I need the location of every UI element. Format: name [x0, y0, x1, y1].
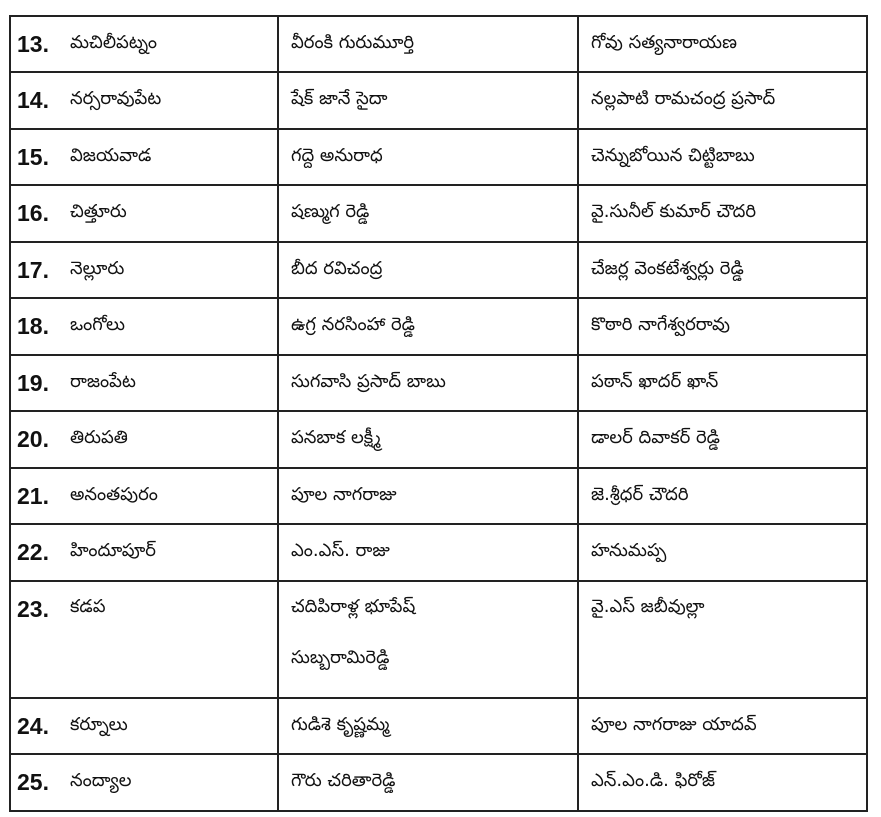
candidate-name-2: డాలర్ దివాకర్ రెడ్డి: [578, 411, 867, 467]
candidate-name-line-1: చదిపిరాళ్ల భూపేష్: [291, 595, 416, 617]
candidate-name-line-2: సుబ్బరామిరెడ్డి: [291, 646, 390, 668]
constituency-name: కర్నూలు: [66, 698, 278, 754]
candidate-name-1: ఉగ్ర నరసింహా రెడ్డి: [278, 298, 578, 354]
constituency-name: నంద్యాల: [66, 754, 278, 811]
candidate-name-1: గుడిశె కృష్ణమ్మ: [278, 698, 578, 754]
table-row: [10, 468, 867, 524]
constituency-candidates-table: [9, 15, 868, 812]
constituency-name: చిత్తూరు: [66, 185, 278, 241]
constituency-name: కడప: [66, 581, 278, 698]
table-row: [10, 16, 867, 72]
serial-number: 18.: [10, 298, 66, 354]
table-row: [10, 298, 867, 354]
table-row: [10, 411, 867, 467]
table-row: [10, 185, 867, 241]
serial-number: 14.: [10, 72, 66, 128]
constituency-name: నెల్లూరు: [66, 242, 278, 298]
candidate-name-2: జె.శ్రీధర్ చౌదరి: [578, 468, 867, 524]
constituency-name: విజయవాడ: [66, 129, 278, 185]
candidate-name-1: గౌరు చరితారెడ్డి: [278, 754, 578, 811]
table-row: [10, 698, 867, 754]
serial-number: 13.: [10, 16, 66, 72]
constituency-name: తిరుపతి: [66, 411, 278, 467]
serial-number: 23.: [10, 581, 66, 698]
candidate-name-1: షేక్ జానే సైదా: [278, 72, 578, 128]
candidate-name-1: పనబాక లక్ష్మీ: [278, 411, 578, 467]
serial-number: 19.: [10, 355, 66, 411]
candidate-name-2: చెన్నుబోయిన చిట్టిబాబు: [578, 129, 867, 185]
serial-number: 24.: [10, 698, 66, 754]
candidate-name-1: పూల నాగరాజు: [278, 468, 578, 524]
table-row: [10, 355, 867, 411]
candidate-name-1: గద్దె అనురాధ: [278, 129, 578, 185]
candidate-name-2: పూల నాగరాజు యాదవ్: [578, 698, 867, 754]
table-row: [10, 754, 867, 811]
candidate-name-2: గోవు సత్యనారాయణ: [578, 16, 867, 72]
constituency-name: రాజంపేట: [66, 355, 278, 411]
candidate-name-2: వై.సునీల్ కుమార్ చౌదరి: [578, 185, 867, 241]
constituency-name: హిందూపూర్: [66, 524, 278, 580]
table-row: [10, 242, 867, 298]
serial-number: 20.: [10, 411, 66, 467]
table-row: [10, 129, 867, 185]
candidate-name-2: పఠాన్ ఖాదర్ ఖాన్: [578, 355, 867, 411]
table-row: [10, 581, 867, 698]
candidate-name-1: [278, 581, 578, 698]
candidate-name-2: ఎన్.ఎం.డి. ఫిరోజ్: [578, 754, 867, 811]
constituency-name: మచిలీపట్నం: [66, 16, 278, 72]
candidate-name-2: వై.ఎస్ జబీవుల్లా: [578, 581, 867, 698]
candidate-name-1: బీద రవిచంద్ర: [278, 242, 578, 298]
serial-number: 21.: [10, 468, 66, 524]
serial-number: 15.: [10, 129, 66, 185]
candidate-name-2: నల్లపాటి రామచంద్ర ప్రసాద్: [578, 72, 867, 128]
constituency-name: నర్సరావుపేట: [66, 72, 278, 128]
table-row: [10, 72, 867, 128]
serial-number: 25.: [10, 754, 66, 811]
candidate-name-2: హనుమప్ప: [578, 524, 867, 580]
candidate-name-1: వీరంకి గురుమూర్తి: [278, 16, 578, 72]
serial-number: 22.: [10, 524, 66, 580]
candidate-name-1: సుగవాసి ప్రసాద్ బాబు: [278, 355, 578, 411]
constituency-name: అనంతపురం: [66, 468, 278, 524]
candidate-name-1: షణ్ముగ రెడ్డి: [278, 185, 578, 241]
table-row: [10, 524, 867, 580]
candidate-name-2: కొఠారి నాగేశ్వరరావు: [578, 298, 867, 354]
serial-number: 16.: [10, 185, 66, 241]
constituency-name: ఒంగోలు: [66, 298, 278, 354]
candidate-name-1: ఎం.ఎస్. రాజు: [278, 524, 578, 580]
serial-number: 17.: [10, 242, 66, 298]
candidate-name-2: చేజర్ల వెంకటేశ్వర్లు రెడ్డి: [578, 242, 867, 298]
